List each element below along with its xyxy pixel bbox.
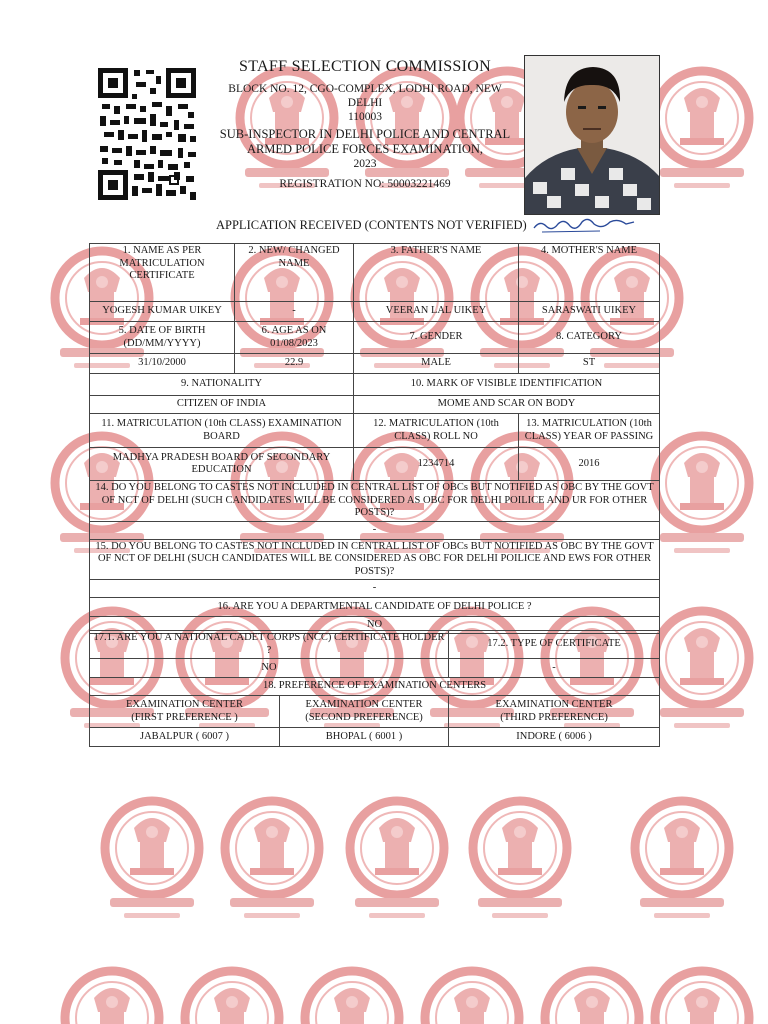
question-17-2-value: - bbox=[449, 659, 660, 678]
organization-address: BLOCK NO. 12, CGO-COMPLEX, LODHI ROAD, NEW DELHI bbox=[228, 83, 502, 109]
center-2-value: BHOPAL ( 6001 ) bbox=[280, 728, 449, 747]
exam-year: 2023 bbox=[353, 158, 377, 170]
center-3-label-a: EXAMINATION CENTER bbox=[495, 699, 613, 710]
field-3-label: 3. FATHER'S NAME bbox=[354, 244, 519, 302]
row-names-values bbox=[90, 302, 660, 322]
row-nationality-labels bbox=[90, 374, 660, 396]
question-17-1-value: NO bbox=[90, 659, 449, 678]
field-10-value: MOME AND SCAR ON BODY bbox=[354, 396, 660, 414]
field-4-label: 4. MOTHER'S NAME bbox=[519, 244, 660, 302]
question-16-value: NO bbox=[90, 617, 660, 634]
field-1-value: YOGESH KUMAR UIKEY bbox=[90, 302, 235, 322]
question-15-value: - bbox=[90, 580, 660, 598]
candidate-photo-image bbox=[525, 56, 659, 214]
field-4-value: SARASWATI UIKEY bbox=[519, 302, 660, 322]
field-3-value: VEERAN LAL UIKEY bbox=[354, 302, 519, 322]
question-14-label: 14. DO YOU BELONG TO CASTES NOT INCLUDED IN CENTRAL LIST OF OBCs BUT NOTIFIED AS OBC BY THE GOVT OF NCT OF DELHI (SUCH CANDIDATES WILL BE CONSIDERED AS OBC FOR DELHI POILICE AND UR FOR OTHER POSTS)? bbox=[90, 481, 660, 522]
row-center-labels bbox=[90, 696, 660, 728]
field-1-label: 1. NAME AS PER MATRICULATION CERTIFICATE bbox=[90, 244, 235, 302]
center-1-label-a: EXAMINATION CENTER bbox=[126, 699, 243, 710]
candidate-photo bbox=[524, 55, 660, 215]
organization-title: STAFF SELECTION COMMISSION bbox=[239, 58, 491, 75]
field-6-label: 6. AGE AS ON 01/08/2023 bbox=[235, 322, 354, 354]
row-question-14 bbox=[90, 481, 660, 522]
row-question-15 bbox=[90, 539, 660, 580]
field-2-label: 2. NEW/ CHANGED NAME bbox=[235, 244, 354, 302]
question-15-label: 15. DO YOU BELONG TO CASTES NOT INCLUDED IN CENTRAL LIST OF OBCs BUT NOTIFIED AS OBC BY THE GOVT OF NCT OF DELHI (SUCH CANDIDATES WILL BE CONSIDERED AS OBC FOR DELHI POILICE AND EWS FOR OTHER POSTS)? bbox=[90, 539, 660, 580]
row-matriculation-values bbox=[90, 448, 660, 481]
center-2-label-a: EXAMINATION CENTER bbox=[305, 699, 423, 710]
row-question-18 bbox=[90, 678, 660, 696]
row-center-values bbox=[90, 728, 660, 747]
question-14-value: - bbox=[90, 521, 660, 539]
ncc-center-table bbox=[89, 630, 660, 747]
question-17-1-label: 17.1. ARE YOU A NATIONAL CADET CORPS (NCC) CERTIFICATE HOLDER ? bbox=[90, 631, 449, 659]
field-11-label: 11. MATRICULATION (10th CLASS) EXAMINATION BOARD bbox=[90, 414, 354, 448]
center-1-label-b: (FIRST PREFERENCE ) bbox=[131, 711, 238, 723]
field-9-value: CITIZEN OF INDIA bbox=[90, 396, 354, 414]
field-8-value: ST bbox=[519, 354, 660, 374]
field-12-label: 12. MATRICULATION (10th CLASS) ROLL NO bbox=[354, 414, 519, 448]
question-18-label: 18. PREFERENCE OF EXAMINATION CENTERS bbox=[90, 678, 660, 696]
field-9-label: 9. NATIONALITY bbox=[90, 374, 354, 396]
field-7-label: 7. GENDER bbox=[354, 322, 519, 354]
row-matriculation-labels bbox=[90, 414, 660, 448]
row-question-17 bbox=[90, 631, 660, 659]
row-names-labels bbox=[90, 244, 660, 302]
qr-code bbox=[98, 68, 196, 200]
field-10-label: 10. MARK OF VISIBLE IDENTIFICATION bbox=[354, 374, 660, 396]
field-2-value: - bbox=[235, 302, 354, 322]
center-3-value: INDORE ( 6006 ) bbox=[449, 728, 660, 747]
center-2-label bbox=[280, 696, 449, 728]
row-answer-14 bbox=[90, 521, 660, 539]
center-3-label bbox=[449, 696, 660, 728]
question-16-label: 16. ARE YOU A DEPARTMENTAL CANDIDATE OF DELHI POLICE ? bbox=[90, 598, 660, 617]
center-2-label-b: (SECOND PREFERENCE) bbox=[305, 711, 423, 723]
row-question-16 bbox=[90, 598, 660, 617]
field-7-value: MALE bbox=[354, 354, 519, 374]
organization-pincode: 110003 bbox=[347, 111, 383, 123]
field-11-value: MADHYA PRADESH BOARD OF SECONDARY EDUCATION bbox=[90, 448, 354, 481]
application-status: APPLICATION RECEIVED (CONTENTS NOT VERIFIED) bbox=[216, 218, 527, 232]
row-personal-values bbox=[90, 354, 660, 374]
center-1-value: JABALPUR ( 6007 ) bbox=[90, 728, 280, 747]
center-1-label bbox=[90, 696, 280, 728]
field-5-label: 5. DATE OF BIRTH (DD/MM/YYYY) bbox=[90, 322, 235, 354]
row-answer-17 bbox=[90, 659, 660, 678]
field-6-value: 22.9 bbox=[235, 354, 354, 374]
field-8-label: 8. CATEGORY bbox=[519, 322, 660, 354]
field-13-value: 2016 bbox=[519, 448, 660, 481]
row-personal-labels bbox=[90, 322, 660, 354]
row-nationality-values bbox=[90, 396, 660, 414]
header-block bbox=[215, 58, 515, 190]
question-17-2-label: 17.2. TYPE OF CERTIFICATE bbox=[449, 631, 660, 659]
exam-name: SUB-INSPECTOR IN DELHI POLICE AND CENTRAL ARMED POLICE FORCES EXAMINATION, bbox=[219, 127, 511, 156]
field-12-value: 1234714 bbox=[354, 448, 519, 481]
registration-number: REGISTRATION NO: 50003221469 bbox=[279, 178, 451, 190]
field-13-label: 13. MATRICULATION (10th CLASS) YEAR OF PASSING bbox=[519, 414, 660, 448]
application-table bbox=[89, 243, 660, 634]
row-answer-15 bbox=[90, 580, 660, 598]
field-5-value: 31/10/2000 bbox=[90, 354, 235, 374]
center-3-label-b: (THIRD PREFERENCE) bbox=[500, 711, 608, 723]
candidate-signature bbox=[530, 212, 640, 236]
